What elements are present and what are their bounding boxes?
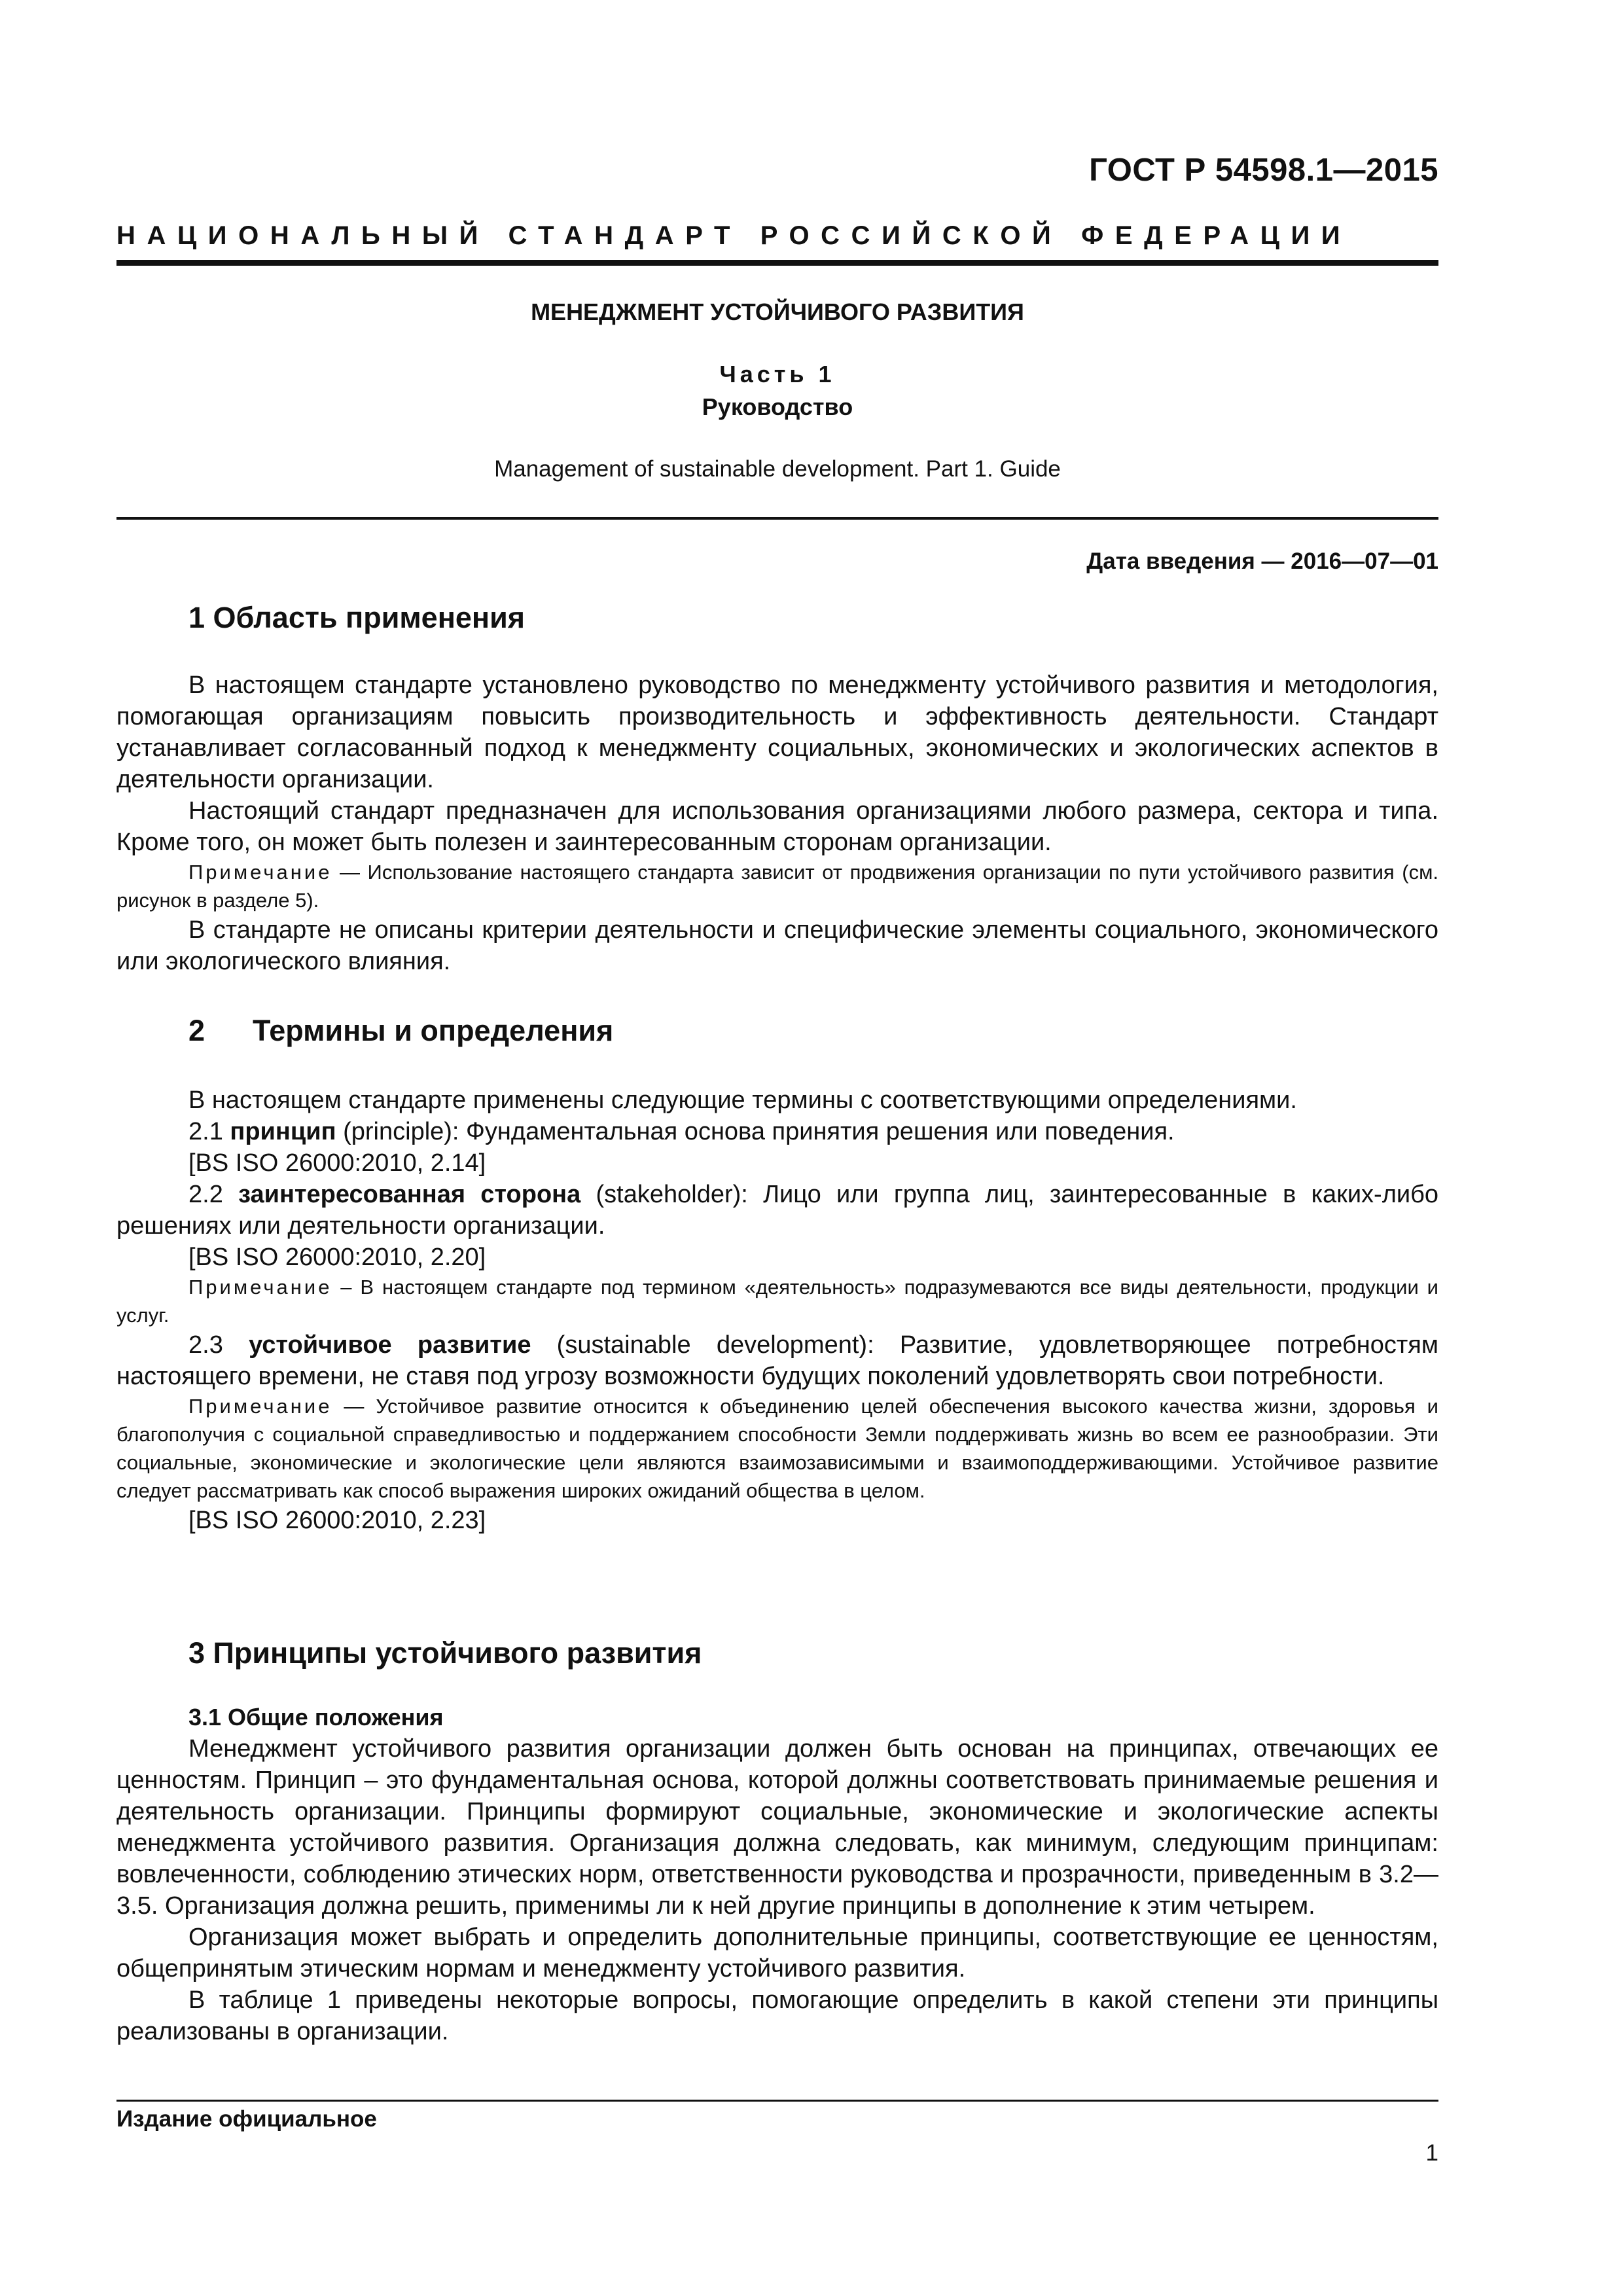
term-name: заинтересованная сторона (238, 1181, 581, 1208)
term-definition (116, 1179, 1438, 1242)
term-text: (principle): Фундаментальная основа принятия решения или поведения. (336, 1118, 1175, 1145)
term-name: принцип (230, 1118, 336, 1145)
footer-divider (116, 2100, 1438, 2102)
section-2-body (116, 1085, 1438, 1536)
term-text: (sustainable development): Развитие, удовлетворяющее потребностям настоящего времени, не ставя под угрозу возможности будущих поколений удовлетворять свои потребности. (116, 1331, 1438, 1390)
note-label: Примечание (188, 1276, 332, 1299)
term-name: устойчивое развитие (249, 1331, 531, 1359)
term-reference: [BS ISO 26000:2010, 2.23] (188, 1507, 486, 1534)
section-2-number: 2 (188, 1014, 205, 1047)
term-reference: [BS ISO 26000:2010, 2.20] (188, 1244, 486, 1271)
note-label: Примечание (188, 1395, 332, 1418)
term-definition (116, 1116, 1438, 1147)
term-number: 2.3 (188, 1331, 249, 1359)
title-divider (116, 517, 1438, 520)
page-number: 1 (1425, 2140, 1438, 2166)
term-number: 2.2 (188, 1181, 239, 1208)
document-code: ГОСТ Р 54598.1—2015 (1089, 152, 1438, 188)
term-definition (116, 1329, 1438, 1392)
note-text: — Устойчивое развитие относится к объединению целей обеспечения высокого качества жизни, здоровья и благополучия с социальной справедливостью и поддержанием способности Земли поддерживать жизнь во всем ее разнообразии. Эти социальные, экономические и экологические цели являются взаимозависимыми и взаимоподдерживающими. Устойчивое развитие следует рассматривать как способ выражения широких ожиданий общества в целом. (116, 1395, 1438, 1502)
paragraph: В таблице 1 приведены некоторые вопросы, помогающие определить в какой степени эти принципы реализованы в организации. (116, 1986, 1438, 2045)
section-3-heading: 3 Принципы устойчивого развития (188, 1636, 702, 1670)
section-1-body (116, 670, 1438, 977)
section-3-body (116, 1702, 1438, 2047)
paragraph: В стандарте не описаны критерии деятельности и специфические элементы социального, экономического или экологического влияния. (116, 916, 1438, 975)
part-label: Часть 1 (719, 361, 836, 387)
paragraph: Настоящий стандарт предназначен для использования организациями любого размера, сектора и типа. Кроме того, он может быть полезен и заинтересованным сторонам организации. (116, 797, 1438, 856)
note-text: — Использование настоящего стандарта зависит от продвижения организации по пути устойчивого развития (см. рисунок в разделе 5). (116, 861, 1438, 912)
section-1-heading: 1 Область применения (188, 601, 526, 634)
note (116, 1392, 1438, 1505)
term-text: (stakeholder): Лицо или группа лиц, заинтересованные в каких-либо решениях или деятельности организации. (116, 1181, 1438, 1240)
subsection-heading: 3.1 Общие положения (188, 1704, 444, 1731)
section-2-heading (188, 1014, 613, 1048)
english-title: Management of sustainable development. Part 1. Guide (494, 456, 1061, 482)
note-label: Примечание (188, 861, 332, 884)
note (116, 1273, 1438, 1329)
paragraph: В настоящем стандарте применены следующие термины с соответствующими определениями. (188, 1086, 1297, 1114)
note (116, 858, 1438, 914)
term-reference: [BS ISO 26000:2010, 2.14] (188, 1149, 486, 1177)
document-title: МЕНЕДЖМЕНТ УСТОЙЧИВОГО РАЗВИТИЯ (531, 298, 1024, 325)
document-page (116, 0, 1438, 2296)
edition-label: Издание официальное (116, 2106, 377, 2132)
national-standard-label: НАЦИОНАЛЬНЫЙ СТАНДАРТ РОССИЙСКОЙ ФЕДЕРАЦИИ (116, 221, 1352, 250)
term-number: 2.1 (188, 1118, 230, 1145)
paragraph: Менеджмент устойчивого развития организации должен быть основан на принципах, отвечающих ее ценностям. Принцип – это фундаментальная основа, которой должны соответствовать принимаемые решения и деятельность организации. Принципы формируют социальные, экономические и экологические аспекты менеджмента устойчивого развития. Организация должна следовать, как минимум, следующим принципам: вовлеченности, соблюдению этических норм, ответственности руководства и прозрачности, приведенным в 3.2—3.5. Организация должна решить, применимы ли к ней другие принципы в дополнение к этим четырем. (116, 1735, 1438, 1920)
note-text: – В настоящем стандарте под термином «деятельность» подразумеваются все виды деятельности, продукции и услуг. (116, 1276, 1438, 1327)
paragraph: Организация может выбрать и определить дополнительные принципы, соответствующие ее ценностям, общепринятым этическим нормам и менеджменту устойчивого развития. (116, 1924, 1438, 1982)
header-divider (116, 260, 1438, 266)
part-name: Руководство (702, 393, 853, 420)
introduction-date: Дата введения — 2016—07—01 (1086, 548, 1438, 574)
paragraph: В настоящем стандарте установлено руководство по менеджменту устойчивого развития и методология, помогающая организациям повысить производительность и эффективность деятельности. Стандарт устанавливает согласованный подход к менеджменту социальных, экономических и экологических аспектов в деятельности организации. (116, 672, 1438, 793)
section-2-title: Термины и определения (253, 1014, 614, 1047)
